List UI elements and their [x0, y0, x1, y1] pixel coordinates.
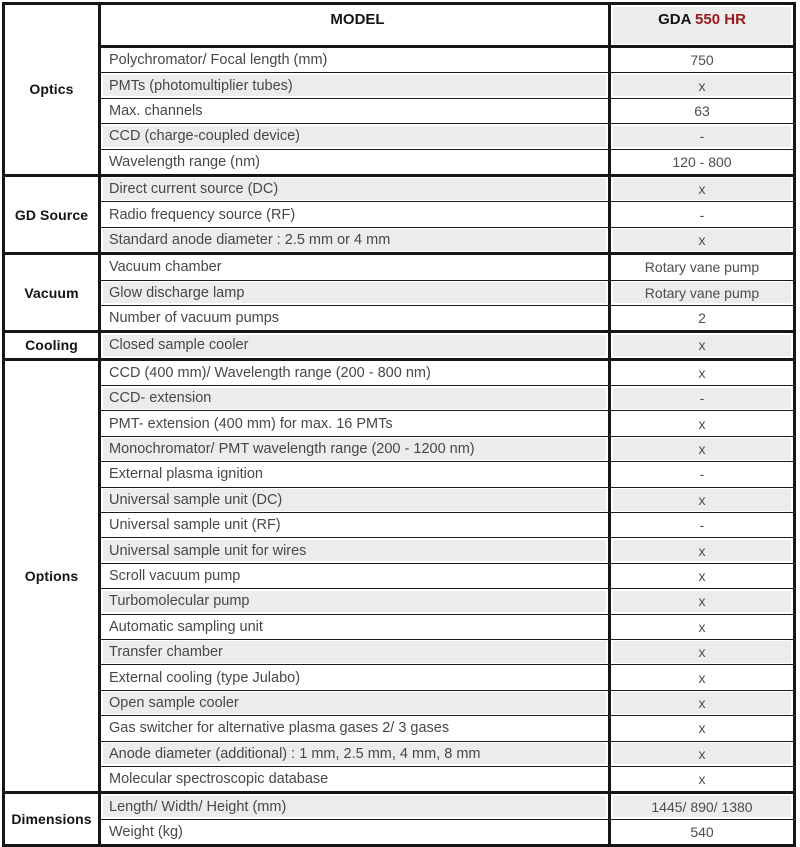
spec-value: x	[613, 335, 791, 356]
spec-value: -	[613, 388, 791, 409]
spec-label: Gas switcher for alternative plasma gases 2/ 3 gases	[103, 718, 606, 739]
table-row	[101, 411, 793, 436]
spec-label-cell	[101, 513, 611, 537]
group-section-options	[5, 361, 793, 795]
product-header-cell	[611, 5, 793, 45]
product-prefix: GDA	[658, 10, 696, 28]
table-row	[101, 794, 793, 819]
spec-label-cell	[101, 488, 611, 512]
spec-label: Open sample cooler	[103, 692, 606, 713]
spec-label: CCD (400 mm)/ Wavelength range (200 - 800 nm)	[103, 362, 606, 383]
table-row	[101, 124, 793, 149]
spec-value-cell	[611, 255, 793, 279]
spec-label: CCD (charge-coupled device)	[103, 126, 606, 147]
spec-value: x	[613, 565, 791, 586]
spec-label-cell	[101, 150, 611, 174]
spec-label-cell	[101, 437, 611, 461]
spec-value: Rotary vane pump	[613, 282, 791, 303]
spec-label-cell	[101, 306, 611, 330]
spec-value: -	[613, 126, 791, 147]
spec-label-cell	[101, 589, 611, 613]
table-row	[101, 564, 793, 589]
spec-label: Universal sample unit for wires	[103, 540, 606, 561]
table-row	[101, 202, 793, 227]
spec-label: Universal sample unit (DC)	[103, 489, 606, 510]
group-rows-options	[101, 361, 793, 792]
table-row	[101, 615, 793, 640]
spec-label: CCD- extension	[103, 388, 606, 409]
spec-value: x	[613, 540, 791, 561]
spec-label-cell	[101, 462, 611, 486]
spec-label: Max. channels	[103, 100, 606, 121]
spec-label: Transfer chamber	[103, 641, 606, 662]
table-header-row	[101, 5, 793, 48]
group-rows-vacuum	[101, 255, 793, 330]
spec-value: x	[613, 489, 791, 510]
spec-label: Weight (kg)	[103, 821, 606, 842]
spec-value: 750	[613, 50, 791, 71]
table-row	[101, 255, 793, 280]
spec-value-cell	[611, 228, 793, 252]
spec-label-cell	[101, 794, 611, 818]
spec-value-cell	[611, 99, 793, 123]
spec-label-cell	[101, 124, 611, 148]
spec-value-cell	[611, 794, 793, 818]
spec-label: Scroll vacuum pump	[103, 565, 606, 586]
group-rows-optics	[101, 5, 793, 174]
spec-value: 540	[613, 821, 791, 842]
spec-value-cell	[611, 462, 793, 486]
spec-label-cell	[101, 255, 611, 279]
spec-value-cell	[611, 665, 793, 689]
spec-label-cell	[101, 386, 611, 410]
spec-label: Direct current source (DC)	[103, 178, 606, 199]
table-row	[101, 99, 793, 124]
group-section-gd-source	[5, 177, 793, 255]
spec-value: x	[613, 438, 791, 459]
spec-value-cell	[611, 73, 793, 97]
table-row	[101, 767, 793, 791]
table-row	[101, 640, 793, 665]
table-row	[101, 386, 793, 411]
spec-value-cell	[611, 177, 793, 201]
spec-label-cell	[101, 820, 611, 844]
table-row	[101, 820, 793, 844]
table-row	[101, 462, 793, 487]
spec-label: Glow discharge lamp	[103, 282, 606, 303]
spec-value-cell	[611, 742, 793, 766]
spec-label-cell	[101, 228, 611, 252]
spec-label-cell	[101, 361, 611, 385]
table-row	[101, 306, 793, 330]
table-row	[101, 538, 793, 563]
table-row	[101, 589, 793, 614]
group-label-cooling: Cooling	[5, 333, 101, 357]
spec-value: x	[613, 641, 791, 662]
spec-label: Monochromator/ PMT wavelength range (200 - 1200 nm)	[103, 438, 606, 459]
table-row	[101, 228, 793, 252]
spec-value-cell	[611, 640, 793, 664]
table-row	[101, 691, 793, 716]
spec-label-cell	[101, 742, 611, 766]
spec-value-cell	[611, 48, 793, 72]
group-label-vacuum: Vacuum	[5, 255, 101, 330]
spec-table	[2, 2, 796, 847]
spec-label-cell	[101, 333, 611, 357]
spec-label-cell	[101, 411, 611, 435]
table-row	[101, 513, 793, 538]
table-row	[101, 742, 793, 767]
spec-value-cell	[611, 306, 793, 330]
spec-value: 2	[613, 307, 791, 328]
group-label-dimensions: Dimensions	[5, 794, 101, 844]
spec-value-cell	[611, 124, 793, 148]
spec-value-cell	[611, 333, 793, 357]
spec-label: PMT- extension (400 mm) for max. 16 PMTs	[103, 413, 606, 434]
spec-label-cell	[101, 615, 611, 639]
spec-value: x	[613, 413, 791, 434]
spec-value-cell	[611, 386, 793, 410]
model-header-label: MODEL	[103, 7, 606, 44]
group-label-gd-source: GD Source	[5, 177, 101, 252]
spec-value: -	[613, 204, 791, 225]
spec-label-cell	[101, 177, 611, 201]
table-row	[101, 488, 793, 513]
table-row	[101, 333, 793, 357]
spec-label: Vacuum chamber	[103, 257, 606, 278]
spec-label-cell	[101, 202, 611, 226]
spec-label-cell	[101, 767, 611, 791]
spec-label: Universal sample unit (RF)	[103, 515, 606, 536]
spec-label: Standard anode diameter : 2.5 mm or 4 mm	[103, 229, 606, 250]
spec-label-cell	[101, 691, 611, 715]
group-rows-gd-source	[101, 177, 793, 252]
spec-value: x	[613, 616, 791, 637]
spec-value-cell	[611, 281, 793, 305]
spec-label: Polychromator/ Focal length (mm)	[103, 50, 606, 71]
spec-value-cell	[611, 589, 793, 613]
spec-label: Molecular spectroscopic database	[103, 768, 606, 789]
spec-value-cell	[611, 150, 793, 174]
spec-label: Turbomolecular pump	[103, 591, 606, 612]
spec-label-cell	[101, 716, 611, 740]
group-section-vacuum	[5, 255, 793, 333]
spec-label-cell	[101, 665, 611, 689]
group-section-cooling	[5, 333, 793, 360]
spec-label: Automatic sampling unit	[103, 616, 606, 637]
spec-value-cell	[611, 564, 793, 588]
group-rows-dimensions	[101, 794, 793, 844]
spec-value: x	[613, 768, 791, 789]
spec-value: x	[613, 229, 791, 250]
spec-label: Anode diameter (additional) : 1 mm, 2.5 mm, 4 mm, 8 mm	[103, 743, 606, 764]
group-section-optics	[5, 5, 793, 177]
spec-label: Closed sample cooler	[103, 335, 606, 356]
spec-label-cell	[101, 99, 611, 123]
spec-value: x	[613, 692, 791, 713]
table-row	[101, 361, 793, 386]
spec-value: x	[613, 591, 791, 612]
spec-value-cell	[611, 538, 793, 562]
spec-value-cell	[611, 820, 793, 844]
table-row	[101, 73, 793, 98]
spec-value-cell	[611, 767, 793, 791]
spec-value-cell	[611, 488, 793, 512]
table-row	[101, 716, 793, 741]
table-row	[101, 177, 793, 202]
table-row	[101, 48, 793, 73]
spec-label: PMTs (photomultiplier tubes)	[103, 75, 606, 96]
spec-label-cell	[101, 73, 611, 97]
spec-value: x	[613, 362, 791, 383]
spec-label: Number of vacuum pumps	[103, 307, 606, 328]
group-label-options: Options	[5, 361, 101, 792]
spec-label-cell	[101, 640, 611, 664]
spec-label: Radio frequency source (RF)	[103, 204, 606, 225]
spec-value-cell	[611, 411, 793, 435]
spec-value-cell	[611, 716, 793, 740]
spec-label-cell	[101, 48, 611, 72]
group-rows-cooling	[101, 333, 793, 357]
spec-label: Wavelength range (nm)	[103, 151, 606, 172]
spec-value: 1445/ 890/ 1380	[613, 796, 791, 817]
spec-value: Rotary vane pump	[613, 257, 791, 278]
table-row	[101, 437, 793, 462]
spec-value: -	[613, 464, 791, 485]
spec-value-cell	[611, 615, 793, 639]
spec-value: x	[613, 743, 791, 764]
product-code: 550 HR	[695, 10, 746, 28]
spec-value-cell	[611, 361, 793, 385]
table-row	[101, 150, 793, 174]
spec-value: 63	[613, 100, 791, 121]
spec-label-cell	[101, 564, 611, 588]
product-name	[613, 7, 791, 44]
spec-value: x	[613, 718, 791, 739]
spec-value: x	[613, 667, 791, 688]
spec-value: 120 - 800	[613, 151, 791, 172]
spec-value-cell	[611, 691, 793, 715]
spec-label: External cooling (type Julabo)	[103, 667, 606, 688]
spec-label-cell	[101, 281, 611, 305]
spec-value: x	[613, 178, 791, 199]
spec-label: External plasma ignition	[103, 464, 606, 485]
spec-value-cell	[611, 437, 793, 461]
model-header-cell	[101, 5, 611, 45]
table-row	[101, 281, 793, 306]
spec-value: -	[613, 515, 791, 536]
spec-value: x	[613, 75, 791, 96]
table-row	[101, 665, 793, 690]
group-label-optics: Optics	[5, 5, 101, 174]
group-section-dimensions	[5, 794, 793, 844]
spec-value-cell	[611, 202, 793, 226]
spec-label: Length/ Width/ Height (mm)	[103, 796, 606, 817]
spec-value-cell	[611, 513, 793, 537]
spec-label-cell	[101, 538, 611, 562]
